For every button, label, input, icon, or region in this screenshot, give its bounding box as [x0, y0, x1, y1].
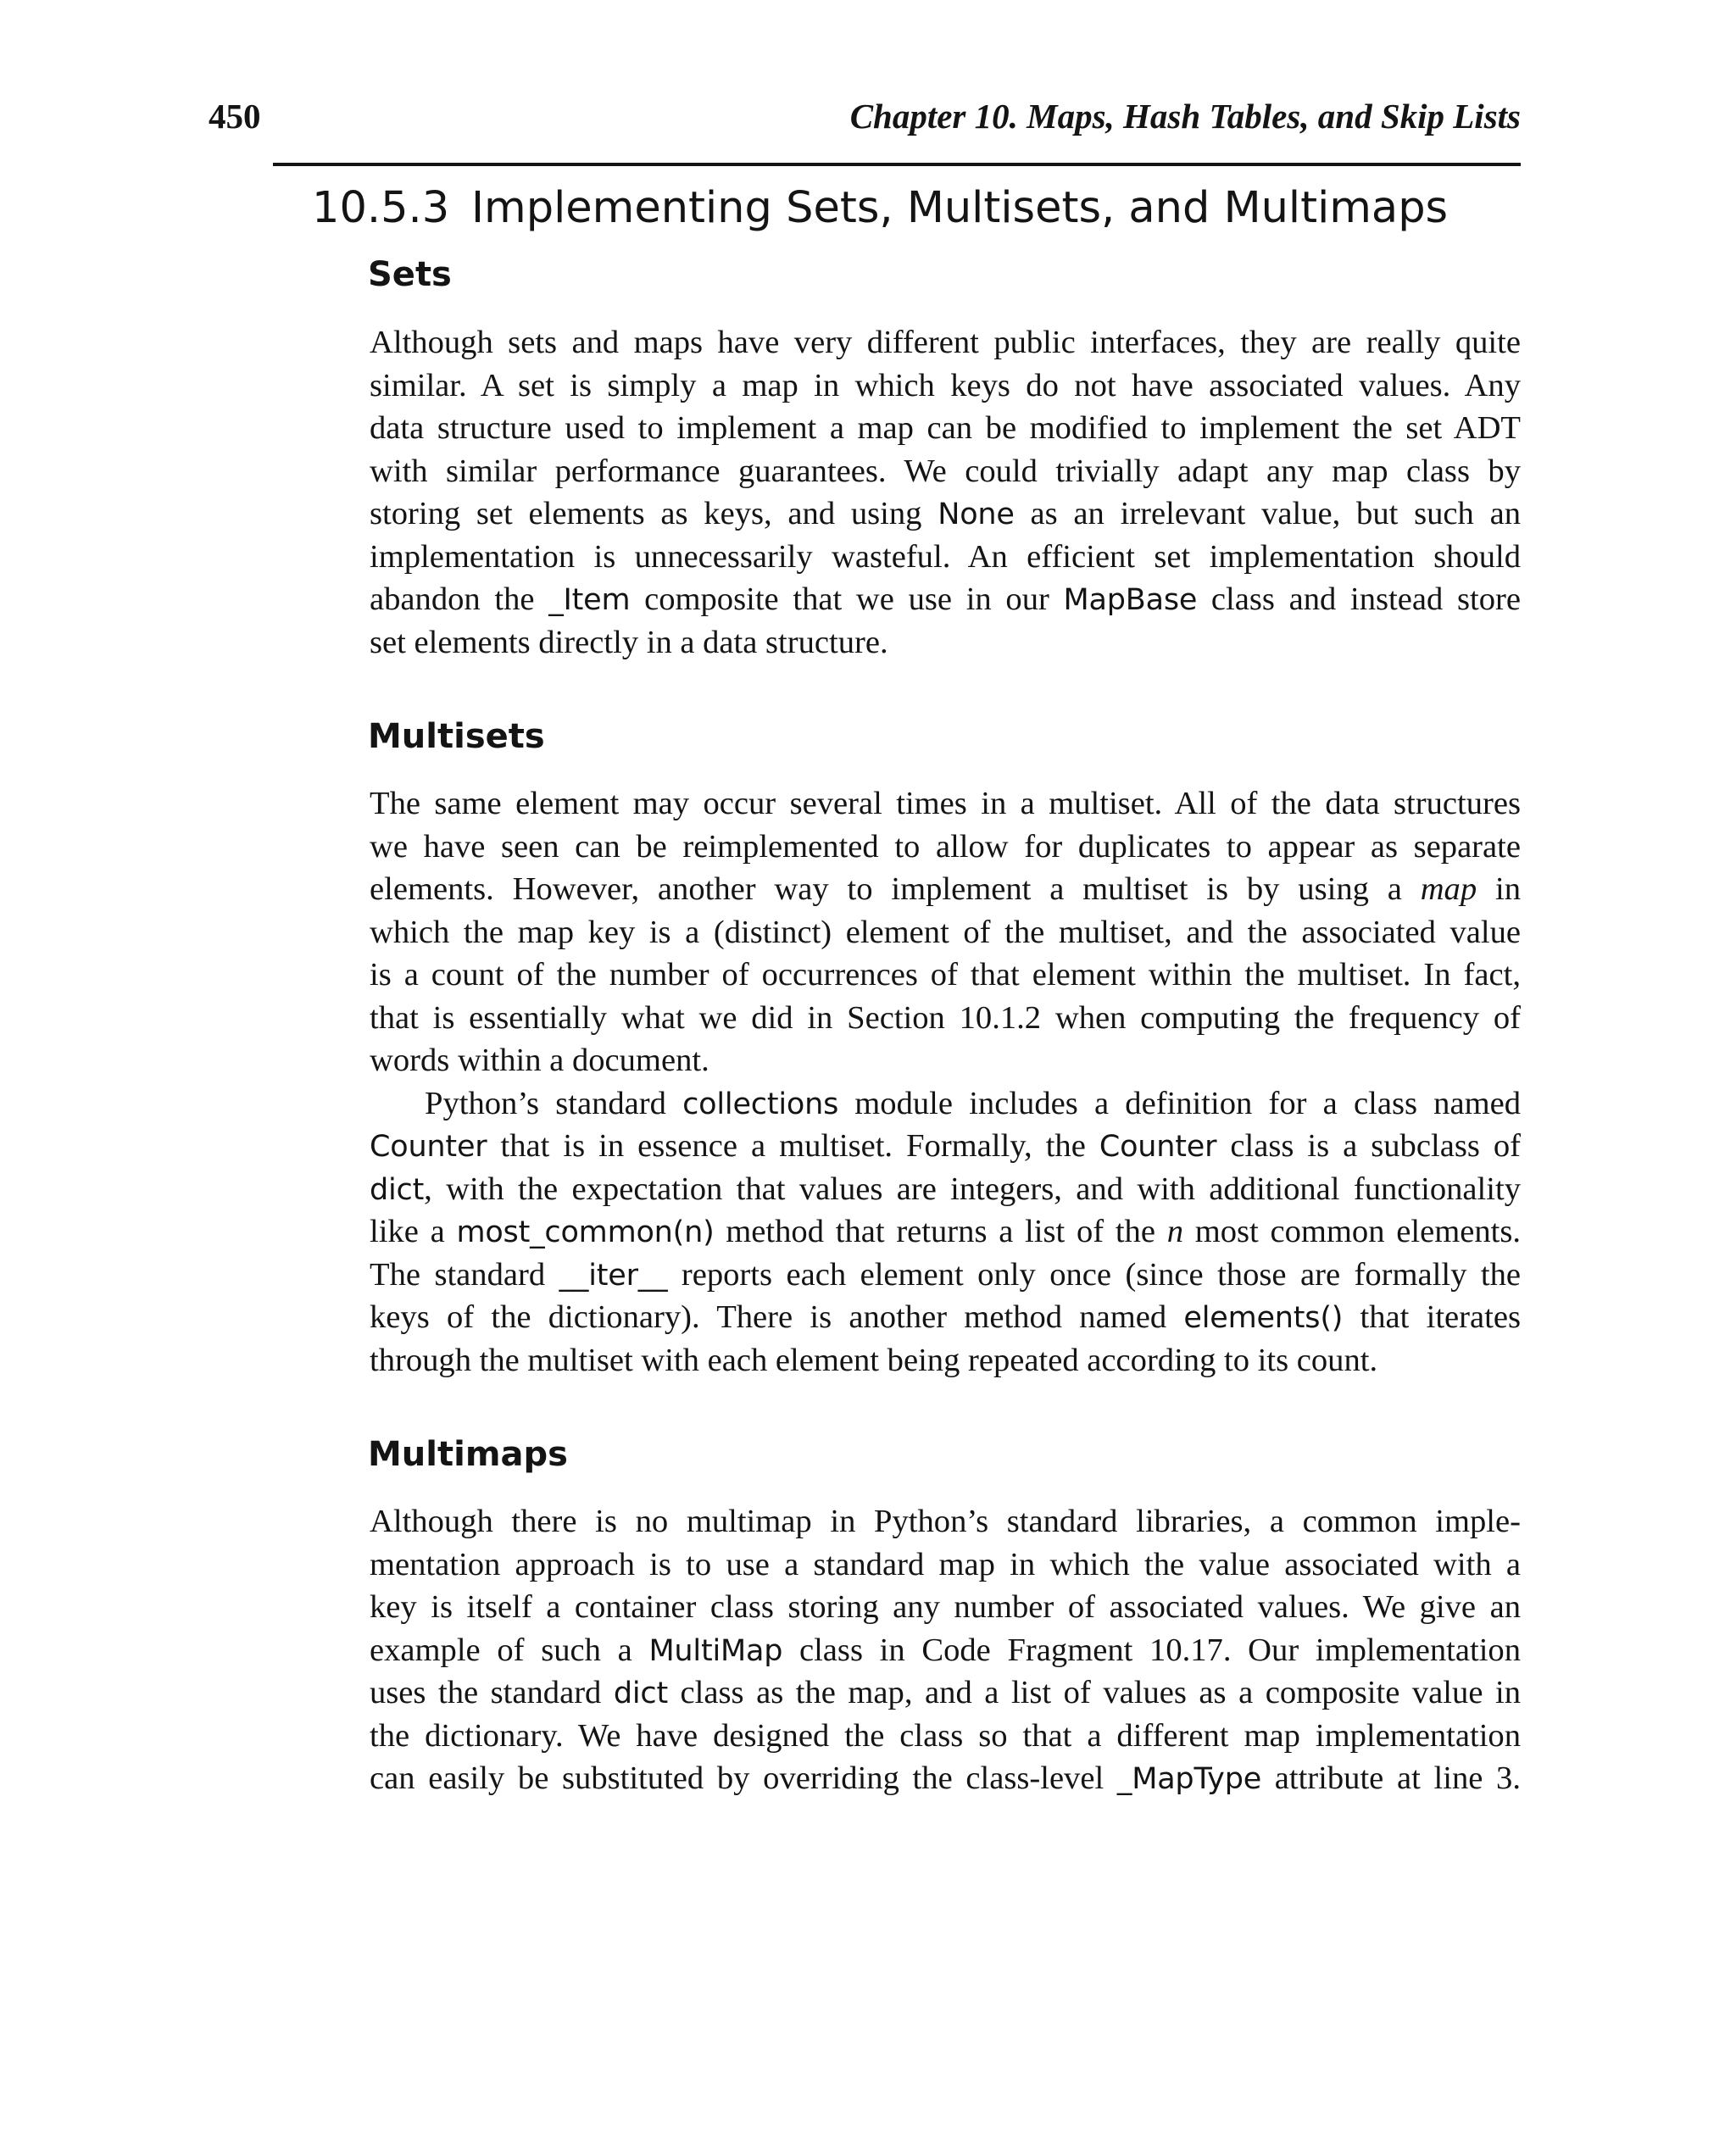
section-title-text: Implementing Sets, Multisets, and Multimaps: [471, 183, 1449, 233]
code-collections: collections: [682, 1087, 839, 1121]
code-maptype: _MapType: [1116, 1762, 1262, 1796]
page-number: 450: [209, 97, 261, 136]
code-most-common: most_common(n): [456, 1215, 715, 1249]
code-multimap: MultiMap: [648, 1633, 783, 1668]
section-title: [312, 181, 1448, 236]
text-line: uses the standard dict class as the map, and a list of values as a composite value in: [370, 1675, 1521, 1710]
text-line: example of such a MultiMap class in Code Fragment 10.17. Our implementation: [370, 1632, 1521, 1668]
text-line: words within a document.: [370, 1043, 709, 1078]
text-line: that is essentially what we did in Section 10.1.2 when computing the frequency of: [370, 999, 1521, 1036]
paragraph-multimaps: [370, 1500, 1521, 1800]
code-item: _Item: [548, 583, 631, 617]
text-line: like a most_common(n) method that returns a list of the n most common elements.: [370, 1214, 1521, 1249]
subheading-multimaps: Multimaps: [368, 1435, 568, 1474]
emphasis-n: n: [1166, 1214, 1183, 1249]
code-iter: __iter__: [559, 1258, 668, 1293]
paragraph-sets: [370, 321, 1521, 664]
text-line: Although there is no multimap in Python’s standard libraries, a common imple-: [370, 1504, 1521, 1539]
code-none: None: [938, 498, 1015, 531]
section-number: 10.5.3: [312, 183, 450, 233]
code-mapbase: MapBase: [1063, 583, 1198, 617]
paragraph-multisets-2: [370, 1082, 1521, 1382]
code-dict: dict: [613, 1677, 668, 1710]
text-line: with similar performance guarantees. We could trivially adapt any map class by: [370, 453, 1521, 489]
text-line: The standard __iter__ reports each element only once (since those are formally the: [370, 1256, 1521, 1293]
text-line: dict, with the expectation that values are integers, and with additional functionality: [370, 1171, 1521, 1207]
running-head: Chapter 10. Maps, Hash Tables, and Skip Lists: [849, 97, 1521, 136]
text-line: key is itself a container class storing any number of associated values. We give an: [370, 1589, 1521, 1625]
text-line: Although sets and maps have very different public interfaces, they are really quite: [370, 325, 1521, 360]
text-line: keys of the dictionary). There is another method named elements() that iterates: [370, 1299, 1521, 1335]
text-line: Python’s standard collections module includes a definition for a class named: [425, 1085, 1521, 1121]
text-line: implementation is unnecessarily wasteful. An efficient set implementation should: [370, 538, 1521, 575]
emphasis-map: map: [1420, 871, 1477, 907]
text-line: the dictionary. We have designed the class so that a different map implementation: [370, 1717, 1521, 1754]
text-line: through the multiset with each element being repeated according to its count.: [370, 1342, 1378, 1378]
text-line: we have seen can be reimplemented to allow for duplicates to appear as separate: [370, 828, 1521, 865]
text-line: abandon the _Item composite that we use in our MapBase class and instead store: [370, 581, 1521, 617]
subheading-multisets: Multisets: [368, 717, 545, 756]
text-line: elements. However, another way to implement a multiset is by using a map in: [370, 871, 1521, 907]
text-line: storing set elements as keys, and using None as an irrelevant value, but such an: [370, 496, 1521, 531]
text-line: similar. A set is simply a map in which keys do not have associated values. Any: [370, 367, 1521, 403]
code-elements: elements(): [1183, 1301, 1344, 1335]
subheading-sets: Sets: [368, 255, 452, 294]
text-line: mentation approach is to use a standard map in which the value associated with a: [370, 1546, 1521, 1582]
text-line: can easily be substituted by overriding the class-level _MapType attribute at line 3.: [370, 1760, 1521, 1796]
header-rule: [273, 163, 1521, 166]
text-line: which the map key is a (distinct) element of the multiset, and the associated value: [370, 914, 1521, 950]
text-line: Counter that is in essence a multiset. Formally, the Counter class is a subclass of: [370, 1128, 1521, 1164]
code-counter: Counter: [370, 1130, 487, 1164]
text-line: data structure used to implement a map can be modified to implement the set ADT: [370, 410, 1521, 446]
text-line: The same element may occur several times in a multiset. All of the data structures: [370, 786, 1521, 821]
code-dict: dict: [370, 1172, 425, 1207]
code-counter: Counter: [1099, 1130, 1217, 1164]
paragraph-multisets-1: [370, 782, 1521, 1082]
text-line: is a count of the number of occurrences of that element within the multiset. In fact,: [370, 957, 1521, 993]
text-line: set elements directly in a data structure.: [370, 624, 888, 660]
